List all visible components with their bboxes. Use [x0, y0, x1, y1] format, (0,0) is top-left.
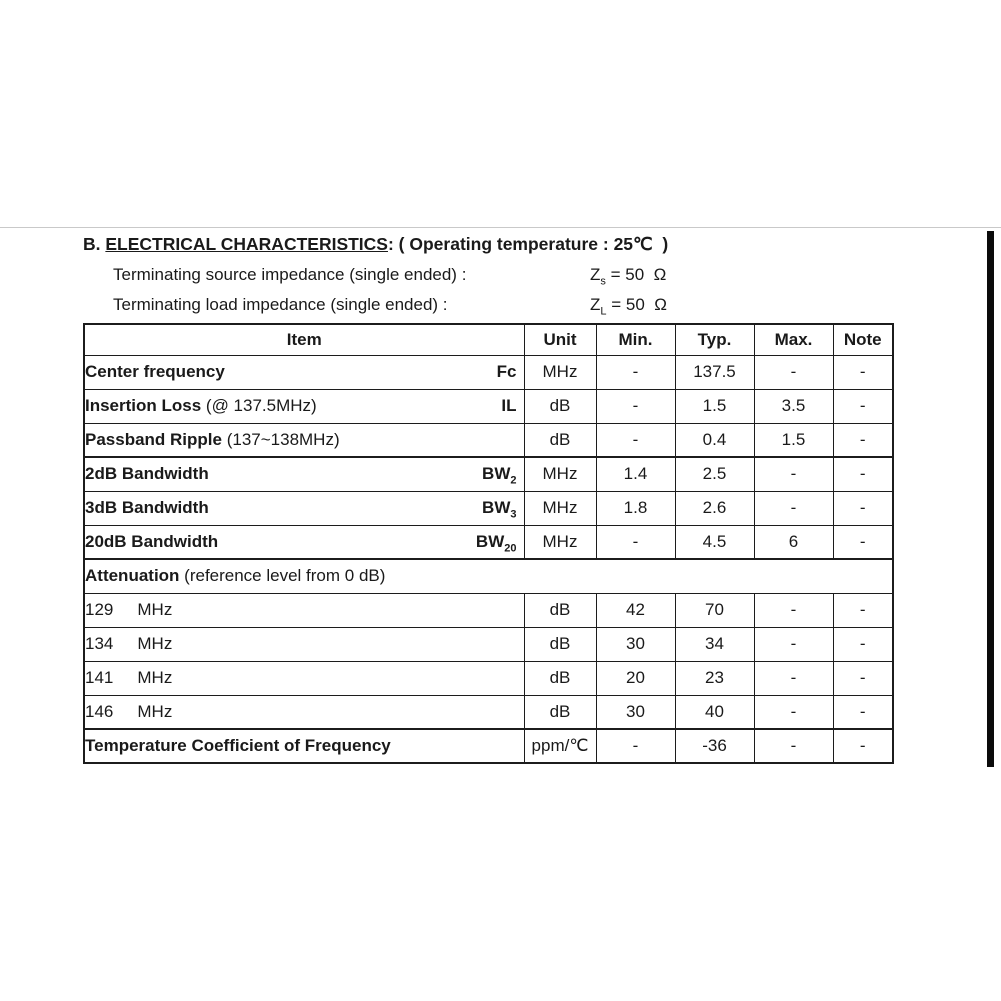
cell-note: - [833, 491, 893, 525]
cell-typ: 23 [675, 661, 754, 695]
freq-value: 134 [85, 634, 114, 653]
cell-typ: 34 [675, 627, 754, 661]
cell-unit: MHz [524, 355, 596, 389]
cell-min: 30 [596, 627, 675, 661]
freq-unit: MHz [137, 701, 173, 721]
cell-max: 1.5 [754, 423, 833, 457]
cell-min: 1.4 [596, 457, 675, 491]
cell-max: - [754, 627, 833, 661]
table-row-attenuation-134 [84, 627, 893, 661]
cell-min: - [596, 389, 675, 423]
cell-item [84, 627, 524, 661]
item-name: Passband Ripple [85, 429, 222, 449]
section-title [83, 233, 892, 256]
cell-typ: 2.5 [675, 457, 754, 491]
cell-min: - [596, 525, 675, 559]
cell-min: 20 [596, 661, 675, 695]
cell-max: 6 [754, 525, 833, 559]
cell-min: - [596, 355, 675, 389]
cell-typ: 137.5 [675, 355, 754, 389]
cell-unit: ppm/℃ [524, 729, 596, 763]
page-top-divider [0, 227, 1001, 228]
cell-typ: 40 [675, 695, 754, 729]
section-title-suffix: : ( Operating temperature : 25℃ ) [387, 234, 669, 254]
source-impedance-line [113, 263, 892, 287]
cell-note: - [833, 457, 893, 491]
electrical-characteristics-table [83, 323, 894, 764]
section-title-main: ELECTRICAL CHARACTERISTICS [105, 234, 388, 254]
cell-max: - [754, 457, 833, 491]
table-row-center-frequency [84, 355, 893, 389]
cell-unit: dB [524, 389, 596, 423]
cell-typ: 0.4 [675, 423, 754, 457]
cell-typ: 1.5 [675, 389, 754, 423]
cell-typ: -36 [675, 729, 754, 763]
attenuation-detail: (reference level from 0 dB) [179, 566, 386, 586]
load-impedance-line [113, 293, 892, 317]
item-symbol: IL [501, 396, 517, 415]
header-typ: Typ. [675, 324, 754, 355]
item-symbol: $BW_3$ [482, 498, 517, 521]
cell-unit: dB [524, 423, 596, 457]
cell-unit: MHz [524, 491, 596, 525]
item-name: Center frequency [85, 362, 225, 381]
header-note: Note [833, 324, 893, 355]
item-name: 2dB Bandwidth [85, 464, 209, 484]
freq-unit: MHz [137, 600, 173, 619]
cell-min: 30 [596, 695, 675, 729]
cell-max: - [754, 593, 833, 627]
cell-max: - [754, 491, 833, 525]
cell-typ: 4.5 [675, 525, 754, 559]
item-name: Insertion Loss [85, 396, 202, 415]
header-max: Max. [754, 324, 833, 355]
table-row-attenuation-129 [84, 593, 893, 627]
freq-unit: MHz [137, 634, 173, 653]
freq-value: 146 [85, 701, 114, 721]
cell-unit: dB [524, 661, 596, 695]
cell-unit: MHz [524, 457, 596, 491]
cell-item [84, 389, 524, 423]
cell-item [84, 695, 524, 729]
cell-item [84, 593, 524, 627]
cell-note: - [833, 389, 893, 423]
item-detail: (@ 137.5MHz) [201, 396, 317, 415]
table-row-attenuation-146 [84, 695, 893, 729]
cell-unit: dB [524, 593, 596, 627]
freq-unit: MHz [137, 668, 173, 687]
cell-item [84, 729, 524, 763]
cell-min: 1.8 [596, 491, 675, 525]
freq-value: 141 [85, 668, 114, 687]
freq-value: 129 [85, 600, 114, 619]
table-row-3db-bandwidth [84, 491, 893, 525]
cell-max: - [754, 661, 833, 695]
cell-typ: 70 [675, 593, 754, 627]
cell-typ: 2.6 [675, 491, 754, 525]
item-symbol: Fc [496, 362, 517, 381]
source-impedance-value: $Z_s = 50$ Ω [590, 265, 667, 288]
cell-min: - [596, 729, 675, 763]
item-detail: (137~138MHz) [221, 429, 340, 449]
table-row-2db-bandwidth [84, 457, 893, 491]
item-name: Temperature Coefficient of Frequency [85, 736, 391, 755]
datasheet-section [83, 233, 892, 764]
table-row-attenuation-141 [84, 661, 893, 695]
cell-max: 3.5 [754, 389, 833, 423]
load-impedance-value: $Z_L = 50$ Ω [590, 295, 667, 318]
cell-item [84, 491, 524, 525]
cell-item [84, 525, 524, 559]
header-min: Min. [596, 324, 675, 355]
header-unit: Unit [524, 324, 596, 355]
item-symbol: $BW_2$ [482, 464, 517, 487]
cell-max: - [754, 355, 833, 389]
cell-attenuation-header [84, 559, 893, 593]
cell-min: - [596, 423, 675, 457]
attenuation-section-row [84, 559, 893, 593]
table-row-passband-ripple [84, 423, 893, 457]
cell-note: - [833, 355, 893, 389]
table-row-temperature-coefficient [84, 729, 893, 763]
cell-min: 42 [596, 593, 675, 627]
cell-note: - [833, 695, 893, 729]
cell-item [84, 423, 524, 457]
cell-note: - [833, 423, 893, 457]
section-title-prefix: B. [83, 234, 106, 254]
cell-note: - [833, 525, 893, 559]
item-symbol: $BW_{20}$ [475, 531, 517, 555]
cell-max: - [754, 729, 833, 763]
scan-edge-bar [987, 231, 994, 767]
attenuation-label: Attenuation [85, 566, 180, 586]
cell-unit: dB [524, 695, 596, 729]
item-name: 20dB Bandwidth [85, 531, 219, 551]
source-impedance-label: Terminating source impedance (single ended) : [113, 265, 467, 284]
cell-note: - [833, 729, 893, 763]
item-name: 3dB Bandwidth [85, 498, 209, 517]
table-row-insertion-loss [84, 389, 893, 423]
table-row-20db-bandwidth [84, 525, 893, 559]
cell-item [84, 355, 524, 389]
cell-item [84, 661, 524, 695]
cell-note: - [833, 627, 893, 661]
cell-max: - [754, 695, 833, 729]
cell-note: - [833, 661, 893, 695]
table-header-row [84, 324, 893, 355]
header-item: Item [84, 324, 524, 355]
cell-item [84, 457, 524, 491]
cell-unit: dB [524, 627, 596, 661]
load-impedance-label: Terminating load impedance (single ended) : [113, 295, 448, 314]
cell-unit: MHz [524, 525, 596, 559]
cell-note: - [833, 593, 893, 627]
